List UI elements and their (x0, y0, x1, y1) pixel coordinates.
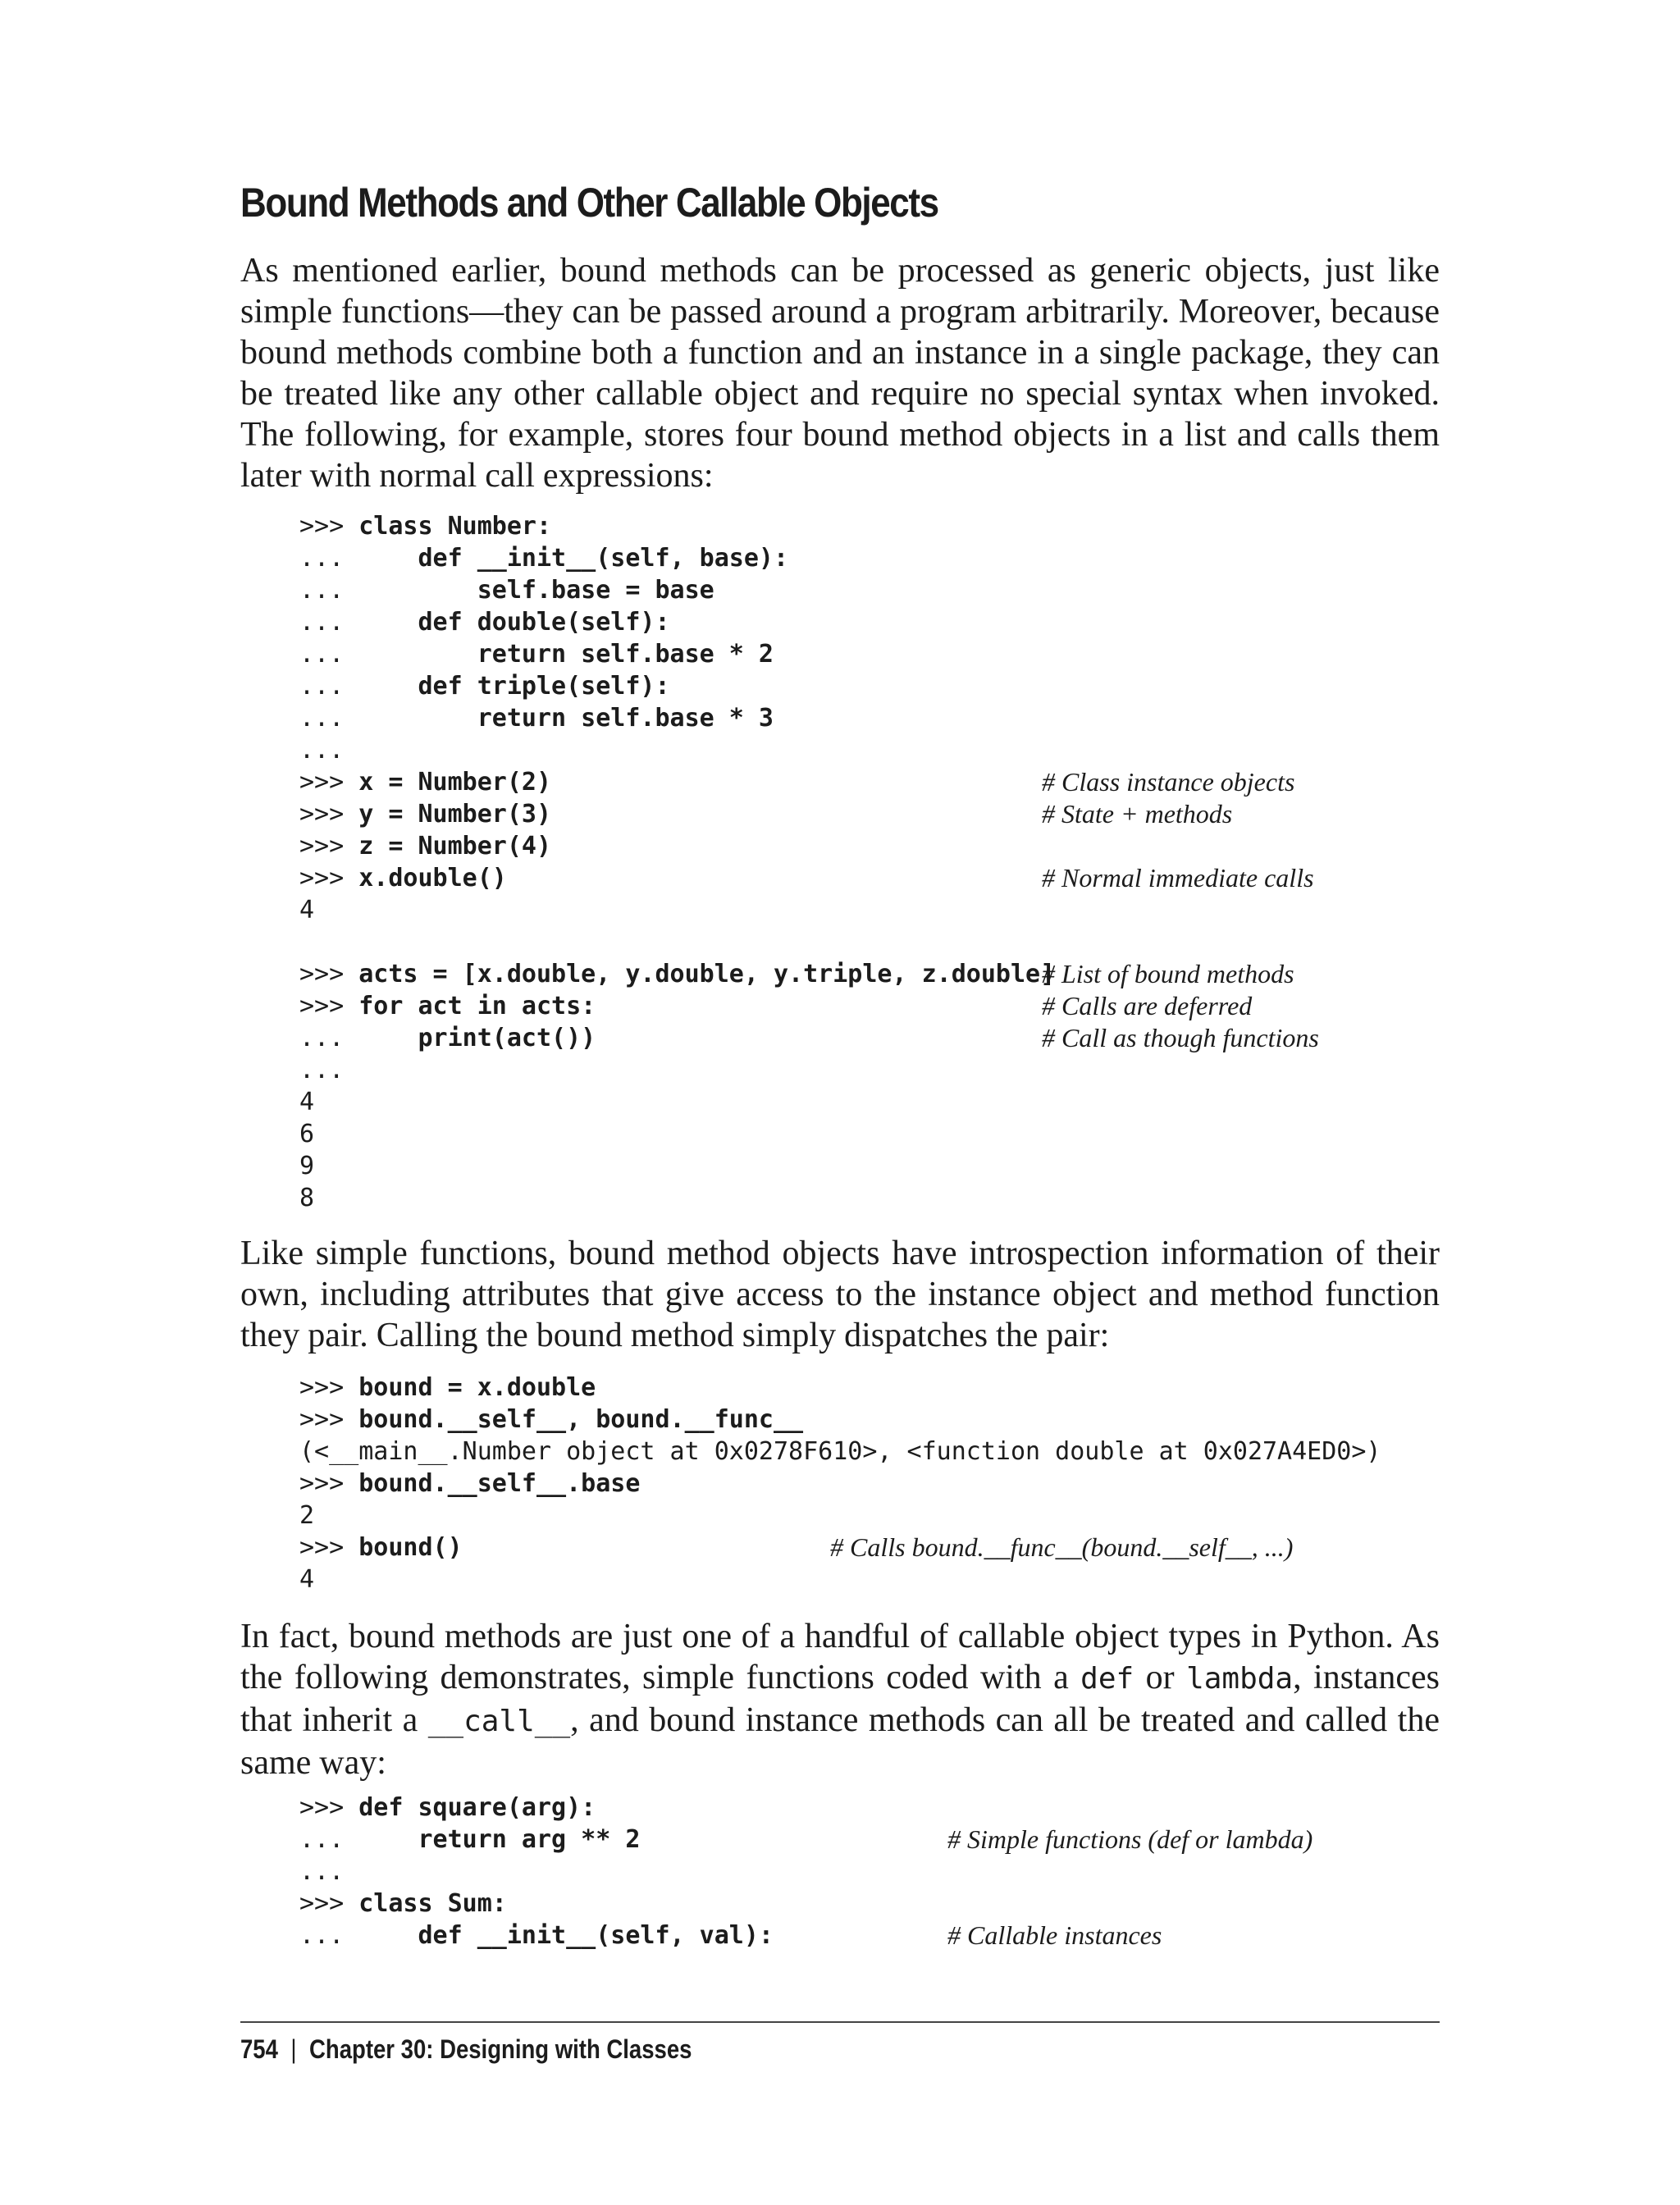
code-input: def square(arg): (358, 1793, 596, 1822)
code-line (299, 958, 1055, 990)
code-line (299, 670, 1055, 702)
def-keyword: def (1080, 1662, 1134, 1696)
code-input: y = Number(3) (358, 800, 552, 829)
chapter-title: Chapter 30: Designing with Classes (309, 2034, 692, 2064)
code-prompt: ... (299, 576, 359, 605)
code-input: class Number: (358, 512, 552, 541)
code-listing-bound-methods (299, 510, 1055, 1214)
lambda-keyword: lambda (1186, 1662, 1294, 1696)
code-input: def triple(self): (358, 672, 670, 701)
callables-text-4: , and bound instance methods can all be treated and called the same way: (240, 1701, 1440, 1782)
code-input: def __init__(self, val): (358, 1921, 774, 1950)
callables-text-3: , instances that inherit a (240, 1659, 1440, 1739)
callables-text-1: In fact, bound methods are just one of a handful of callable object types in Python. As the following demonstrates, simple functions coded with a (240, 1618, 1440, 1696)
code-comment: # State + methods (1042, 799, 1233, 829)
code-comment: # Callable instances (947, 1920, 1162, 1950)
code-line (299, 574, 1055, 606)
code-input: return self.base * 2 (358, 640, 774, 669)
code-input: def __init__(self, base): (358, 544, 789, 573)
code-line (299, 542, 1055, 574)
code-comment: # Simple functions (def or lambda) (947, 1824, 1313, 1854)
code-comment: # Call as though functions (1042, 1023, 1319, 1052)
code-prompt: >>> (299, 512, 359, 541)
code-line (299, 990, 1055, 1022)
code-line (299, 606, 1055, 638)
code-line (299, 926, 1055, 958)
code-input: x = Number(2) (358, 768, 552, 797)
code-prompt: ... (299, 1024, 359, 1052)
code-line (299, 1792, 774, 1824)
code-prompt: ... (299, 1825, 359, 1854)
code-line (299, 638, 1055, 670)
code-prompt: >>> (299, 1405, 359, 1434)
code-prompt: ... (299, 1857, 345, 1886)
code-line (299, 1500, 1381, 1532)
code-comment: # Normal immediate calls (1042, 863, 1314, 892)
code-input: return self.base * 3 (358, 704, 774, 733)
code-input: class Sum: (358, 1889, 507, 1918)
code-input: bound.__self__.base (358, 1469, 641, 1498)
code-line (299, 510, 1055, 542)
code-line (299, 1182, 1055, 1214)
paragraph-callables (240, 1616, 1440, 1783)
code-input: self.base = base (358, 576, 714, 605)
code-prompt: >>> (299, 1793, 359, 1822)
code-input: acts = [x.double, y.double, y.triple, z.double] (358, 960, 1056, 988)
code-line (299, 1856, 774, 1888)
code-prompt: ... (299, 672, 359, 701)
code-prompt: ... (299, 544, 359, 573)
code-line (299, 862, 1055, 894)
code-line (299, 1404, 1381, 1436)
code-input: bound.__self__, bound.__func__ (358, 1405, 804, 1434)
code-prompt: >>> (299, 992, 359, 1020)
code-line (299, 1436, 1381, 1468)
code-line (299, 702, 1055, 734)
code-line (299, 1054, 1055, 1086)
code-line (299, 1920, 774, 1952)
code-prompt: ... (299, 1921, 359, 1950)
code-prompt: >>> (299, 832, 359, 861)
code-prompt: >>> (299, 800, 359, 829)
code-line (299, 766, 1055, 798)
code-prompt: (<__main__.Number object at 0x0278F610>, <function double at 0x027A4ED0>) (299, 1437, 1381, 1466)
paragraph-intro: As mentioned earlier, bound methods can be processed as generic objects, just like simple functions—they can be passed around a program arbitrarily. Moreover, because bound methods combine both a function and an instance in a single package, they can be treated like any other callable object and require no special syntax when invoked. The following, for example, stores four bound method objects in a list and calls them later with normal call expressions: (240, 252, 1440, 495)
code-input: x.double() (358, 864, 507, 892)
code-prompt: 9 (299, 1152, 315, 1180)
code-comment: # List of bound methods (1042, 959, 1294, 988)
code-prompt: >>> (299, 1533, 359, 1562)
code-prompt: ... (299, 736, 345, 765)
code-comment: # Calls are deferred (1042, 991, 1253, 1020)
code-prompt: >>> (299, 1469, 359, 1498)
code-prompt: >>> (299, 960, 359, 988)
code-line (299, 1888, 774, 1920)
code-prompt: ... (299, 640, 359, 669)
code-prompt: 4 (299, 896, 315, 924)
code-prompt: 2 (299, 1501, 315, 1530)
code-line (299, 1564, 1381, 1596)
code-prompt: ... (299, 1056, 345, 1084)
page-number: 754 (240, 2034, 278, 2064)
code-line (299, 1086, 1055, 1118)
code-input: z = Number(4) (358, 832, 552, 861)
code-input: print(act()) (358, 1024, 596, 1052)
code-prompt: 8 (299, 1184, 315, 1212)
page-footer (240, 2034, 692, 2065)
code-line (299, 1118, 1055, 1150)
code-prompt: >>> (299, 768, 359, 797)
code-prompt: ... (299, 704, 359, 733)
code-line (299, 1372, 1381, 1404)
code-prompt: 4 (299, 1565, 315, 1594)
code-prompt: 6 (299, 1120, 315, 1148)
code-comment: # Calls bound.__func__(bound.__self__, ...) (830, 1532, 1294, 1562)
code-input: bound = x.double (358, 1373, 596, 1402)
code-prompt: >>> (299, 1373, 359, 1402)
code-line (299, 1150, 1055, 1182)
call-method-name: __call__ (427, 1705, 571, 1738)
code-line (299, 894, 1055, 926)
code-input: for act in acts: (358, 992, 596, 1020)
code-line (299, 1468, 1381, 1500)
paragraph-introspection: Like simple functions, bound method objects have introspection information of their own, including attributes that give access to the instance object and method function they pair. Calling the bound method simply dispatches the pair: (240, 1235, 1440, 1354)
code-line (299, 734, 1055, 766)
code-line (299, 798, 1055, 830)
section-heading: Bound Methods and Other Callable Objects (240, 180, 938, 226)
code-prompt: >>> (299, 864, 359, 892)
code-line (299, 1824, 774, 1856)
footer-separator: | (290, 2034, 297, 2064)
code-listing-callables (299, 1792, 774, 1952)
footer-divider (240, 2021, 1440, 2023)
code-line (299, 1022, 1055, 1054)
code-input: bound() (358, 1533, 463, 1562)
code-prompt: 4 (299, 1088, 315, 1116)
code-prompt: ... (299, 608, 359, 637)
code-input: return arg ** 2 (358, 1825, 641, 1854)
code-prompt: >>> (299, 1889, 359, 1918)
code-comment: # Class instance objects (1042, 767, 1295, 797)
code-input: def double(self): (358, 608, 670, 637)
code-line (299, 830, 1055, 862)
callables-text-2: or (1134, 1659, 1187, 1696)
